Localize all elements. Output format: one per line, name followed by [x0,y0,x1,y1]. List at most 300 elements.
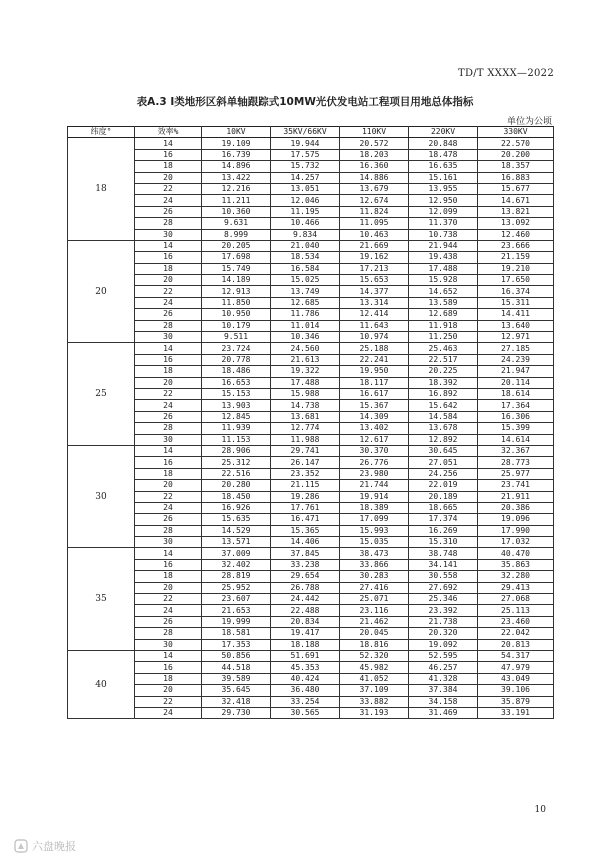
value-cell: 35.879 [478,696,554,707]
value-cell: 20.778 [202,354,271,365]
value-cell: 30.645 [409,445,478,456]
value-cell: 32.418 [202,696,271,707]
value-cell: 30.565 [271,707,340,718]
value-cell: 15.642 [409,400,478,411]
value-cell: 12.674 [340,195,409,206]
value-cell: 15.365 [271,525,340,536]
value-cell: 13.678 [409,423,478,434]
value-cell: 26.147 [271,457,340,468]
value-cell: 22.019 [409,480,478,491]
value-cell: 19.322 [271,366,340,377]
value-cell: 11.370 [409,218,478,229]
value-cell: 36.480 [271,685,340,696]
table-row [68,263,554,274]
value-cell: 20.572 [340,138,409,149]
value-cell: 16.739 [202,149,271,160]
value-cell: 15.311 [478,297,554,308]
efficiency-cell: 18 [135,161,202,172]
efficiency-cell: 20 [135,275,202,286]
value-cell: 51.691 [271,650,340,661]
value-cell: 34.141 [409,559,478,570]
value-cell: 54.317 [478,650,554,661]
value-cell: 11.153 [202,434,271,445]
watermark-logo-icon [14,839,28,853]
value-cell: 28.819 [202,571,271,582]
efficiency-cell: 26 [135,411,202,422]
value-cell: 13.571 [202,537,271,548]
value-cell: 25.071 [340,594,409,605]
efficiency-cell: 18 [135,673,202,684]
value-cell: 14.529 [202,525,271,536]
table-row [68,400,554,411]
value-cell: 38.473 [340,548,409,559]
table-row [68,320,554,331]
table-row [68,388,554,399]
value-cell: 18.392 [409,377,478,388]
value-cell: 20.200 [478,149,554,160]
table-row [68,605,554,616]
value-cell: 33.191 [478,707,554,718]
value-cell: 17.032 [478,537,554,548]
value-cell: 14.189 [202,275,271,286]
value-cell: 18.486 [202,366,271,377]
value-cell: 25.188 [340,343,409,354]
unit-note: 单位为公顷 [506,117,552,127]
table-header-row [68,127,554,138]
value-cell: 13.422 [202,172,271,183]
efficiency-cell: 14 [135,240,202,251]
value-cell: 37.845 [271,548,340,559]
value-cell: 11.824 [340,206,409,217]
document-code: TD/T XXXX—2022 [457,68,554,79]
value-cell: 11.786 [271,309,340,320]
value-cell: 14.411 [478,309,554,320]
table-body [68,138,554,719]
efficiency-cell: 22 [135,594,202,605]
efficiency-cell: 30 [135,434,202,445]
efficiency-cell: 30 [135,639,202,650]
value-cell: 20.114 [478,377,554,388]
value-cell: 19.417 [271,628,340,639]
table-row [68,206,554,217]
value-cell: 46.257 [409,662,478,673]
value-cell: 15.928 [409,275,478,286]
efficiency-cell: 18 [135,263,202,274]
table-row [68,240,554,251]
efficiency-cell: 20 [135,172,202,183]
table-row [68,286,554,297]
table-row [68,514,554,525]
table-row [68,195,554,206]
value-cell: 16.471 [271,514,340,525]
table-row [68,628,554,639]
value-cell: 41.052 [340,673,409,684]
value-cell: 20.386 [478,502,554,513]
value-cell: 13.314 [340,297,409,308]
efficiency-cell: 20 [135,685,202,696]
value-cell: 33.238 [271,559,340,570]
value-cell: 12.913 [202,286,271,297]
table-row [68,673,554,684]
efficiency-cell: 16 [135,662,202,673]
value-cell: 29.654 [271,571,340,582]
value-cell: 52.595 [409,650,478,661]
efficiency-cell: 22 [135,183,202,194]
col-header-latitude: 纬度° [68,127,135,138]
value-cell: 20.189 [409,491,478,502]
table-row [68,525,554,536]
value-cell: 11.195 [271,206,340,217]
efficiency-cell: 20 [135,377,202,388]
efficiency-cell: 24 [135,400,202,411]
value-cell: 17.488 [271,377,340,388]
value-cell: 16.360 [340,161,409,172]
value-cell: 21.944 [409,240,478,251]
table-row [68,502,554,513]
value-cell: 17.488 [409,263,478,274]
value-cell: 20.848 [409,138,478,149]
value-cell: 30.370 [340,445,409,456]
value-cell: 22.042 [478,628,554,639]
value-cell: 12.099 [409,206,478,217]
table-row [68,172,554,183]
value-cell: 18.450 [202,491,271,502]
value-cell: 23.116 [340,605,409,616]
table-row [68,377,554,388]
col-header-330kv: 330KV [478,127,554,138]
table-row [68,434,554,445]
value-cell: 13.749 [271,286,340,297]
value-cell: 29.730 [202,707,271,718]
value-cell: 17.698 [202,252,271,263]
efficiency-cell: 28 [135,218,202,229]
value-cell: 12.046 [271,195,340,206]
value-cell: 15.153 [202,388,271,399]
value-cell: 9.631 [202,218,271,229]
table-row [68,332,554,343]
latitude-cell: 25 [68,343,135,446]
value-cell: 43.049 [478,673,554,684]
table-row [68,616,554,627]
efficiency-cell: 22 [135,491,202,502]
efficiency-cell: 28 [135,320,202,331]
value-cell: 11.211 [202,195,271,206]
value-cell: 19.162 [340,252,409,263]
value-cell: 19.210 [478,263,554,274]
value-cell: 23.724 [202,343,271,354]
value-cell: 18.117 [340,377,409,388]
col-header-10kv: 10KV [202,127,271,138]
value-cell: 13.903 [202,400,271,411]
value-cell: 16.883 [478,172,554,183]
value-cell: 11.095 [340,218,409,229]
value-cell: 14.738 [271,400,340,411]
value-cell: 17.650 [478,275,554,286]
value-cell: 10.466 [271,218,340,229]
value-cell: 15.310 [409,537,478,548]
value-cell: 18.534 [271,252,340,263]
value-cell: 24.239 [478,354,554,365]
value-cell: 20.834 [271,616,340,627]
value-cell: 15.653 [340,275,409,286]
value-cell: 18.478 [409,149,478,160]
table-row [68,548,554,559]
efficiency-cell: 20 [135,582,202,593]
value-cell: 39.589 [202,673,271,684]
efficiency-cell: 18 [135,366,202,377]
value-cell: 17.990 [478,525,554,536]
value-cell: 38.748 [409,548,478,559]
value-cell: 22.241 [340,354,409,365]
table-row [68,161,554,172]
value-cell: 52.320 [340,650,409,661]
value-cell: 21.911 [478,491,554,502]
value-cell: 25.312 [202,457,271,468]
value-cell: 12.950 [409,195,478,206]
efficiency-cell: 16 [135,252,202,263]
value-cell: 15.993 [340,525,409,536]
value-cell: 18.665 [409,502,478,513]
value-cell: 21.462 [340,616,409,627]
value-cell: 21.613 [271,354,340,365]
efficiency-cell: 16 [135,354,202,365]
value-cell: 17.374 [409,514,478,525]
value-cell: 25.977 [478,468,554,479]
value-cell: 29.413 [478,582,554,593]
page-number: 10 [534,805,546,815]
efficiency-cell: 24 [135,707,202,718]
value-cell: 18.357 [478,161,554,172]
value-cell: 41.328 [409,673,478,684]
table-row [68,138,554,149]
value-cell: 24.256 [409,468,478,479]
latitude-cell: 40 [68,650,135,718]
value-cell: 10.179 [202,320,271,331]
value-cell: 9.511 [202,332,271,343]
value-cell: 27.068 [478,594,554,605]
col-header-110kv: 110KV [340,127,409,138]
value-cell: 26.788 [271,582,340,593]
value-cell: 15.161 [409,172,478,183]
value-cell: 20.320 [409,628,478,639]
land-use-index-table [67,126,554,719]
efficiency-cell: 22 [135,388,202,399]
efficiency-cell: 14 [135,548,202,559]
table-row [68,218,554,229]
value-cell: 17.364 [478,400,554,411]
value-cell: 23.460 [478,616,554,627]
value-cell: 16.635 [409,161,478,172]
efficiency-cell: 20 [135,480,202,491]
value-cell: 30.558 [409,571,478,582]
value-cell: 23.352 [271,468,340,479]
value-cell: 15.035 [340,537,409,548]
value-cell: 14.406 [271,537,340,548]
table-row [68,275,554,286]
value-cell: 15.988 [271,388,340,399]
value-cell: 35.863 [478,559,554,570]
value-cell: 13.589 [409,297,478,308]
value-cell: 50.856 [202,650,271,661]
efficiency-cell: 28 [135,628,202,639]
efficiency-cell: 26 [135,514,202,525]
value-cell: 10.974 [340,332,409,343]
value-cell: 37.009 [202,548,271,559]
value-cell: 35.645 [202,685,271,696]
table-row [68,457,554,468]
value-cell: 29.741 [271,445,340,456]
value-cell: 13.092 [478,218,554,229]
value-cell: 37.109 [340,685,409,696]
value-cell: 23.741 [478,480,554,491]
value-cell: 15.732 [271,161,340,172]
value-cell: 10.950 [202,309,271,320]
table-row [68,480,554,491]
efficiency-cell: 14 [135,445,202,456]
value-cell: 16.269 [409,525,478,536]
efficiency-cell: 28 [135,525,202,536]
efficiency-cell: 28 [135,423,202,434]
value-cell: 21.115 [271,480,340,491]
value-cell: 13.821 [478,206,554,217]
value-cell: 21.159 [478,252,554,263]
table-row [68,297,554,308]
value-cell: 16.926 [202,502,271,513]
value-cell: 23.980 [340,468,409,479]
value-cell: 10.463 [340,229,409,240]
table-row [68,639,554,650]
efficiency-cell: 22 [135,696,202,707]
value-cell: 13.402 [340,423,409,434]
value-cell: 14.614 [478,434,554,445]
value-cell: 8.999 [202,229,271,240]
efficiency-cell: 22 [135,286,202,297]
value-cell: 34.158 [409,696,478,707]
value-cell: 21.653 [202,605,271,616]
value-cell: 19.999 [202,616,271,627]
value-cell: 10.738 [409,229,478,240]
value-cell: 44.518 [202,662,271,673]
value-cell: 19.950 [340,366,409,377]
table-row [68,491,554,502]
value-cell: 11.850 [202,297,271,308]
efficiency-cell: 18 [135,468,202,479]
value-cell: 21.040 [271,240,340,251]
value-cell: 15.025 [271,275,340,286]
table-row [68,183,554,194]
value-cell: 18.581 [202,628,271,639]
value-cell: 12.414 [340,309,409,320]
table-row [68,582,554,593]
value-cell: 18.188 [271,639,340,650]
value-cell: 20.225 [409,366,478,377]
col-header-220kv: 220KV [409,127,478,138]
value-cell: 22.517 [409,354,478,365]
value-cell: 14.671 [478,195,554,206]
value-cell: 16.584 [271,263,340,274]
value-cell: 23.392 [409,605,478,616]
value-cell: 21.669 [340,240,409,251]
value-cell: 21.738 [409,616,478,627]
table-row [68,354,554,365]
value-cell: 18.816 [340,639,409,650]
table-row [68,696,554,707]
value-cell: 25.113 [478,605,554,616]
value-cell: 25.463 [409,343,478,354]
value-cell: 27.185 [478,343,554,354]
table-row [68,650,554,661]
value-cell: 11.014 [271,320,340,331]
efficiency-cell: 16 [135,457,202,468]
value-cell: 15.677 [478,183,554,194]
latitude-cell: 35 [68,548,135,651]
value-cell: 10.346 [271,332,340,343]
table-row [68,571,554,582]
value-cell: 13.681 [271,411,340,422]
latitude-cell: 18 [68,138,135,241]
value-cell: 16.306 [478,411,554,422]
value-cell: 31.469 [409,707,478,718]
value-cell: 19.438 [409,252,478,263]
value-cell: 14.309 [340,411,409,422]
value-cell: 19.092 [409,639,478,650]
value-cell: 24.560 [271,343,340,354]
value-cell: 27.051 [409,457,478,468]
value-cell: 28.906 [202,445,271,456]
value-cell: 32.280 [478,571,554,582]
value-cell: 17.761 [271,502,340,513]
value-cell: 17.575 [271,149,340,160]
value-cell: 9.834 [271,229,340,240]
value-cell: 45.353 [271,662,340,673]
value-cell: 20.045 [340,628,409,639]
efficiency-cell: 14 [135,343,202,354]
value-cell: 20.813 [478,639,554,650]
value-cell: 15.367 [340,400,409,411]
value-cell: 26.776 [340,457,409,468]
value-cell: 37.384 [409,685,478,696]
value-cell: 12.845 [202,411,271,422]
value-cell: 27.692 [409,582,478,593]
table-row [68,343,554,354]
efficiency-cell: 24 [135,297,202,308]
watermark-text: 六盘晚报 [32,840,76,853]
value-cell: 14.896 [202,161,271,172]
value-cell: 33.254 [271,696,340,707]
value-cell: 45.982 [340,662,409,673]
value-cell: 14.584 [409,411,478,422]
value-cell: 33.882 [340,696,409,707]
value-cell: 13.679 [340,183,409,194]
value-cell: 12.617 [340,434,409,445]
value-cell: 14.377 [340,286,409,297]
value-cell: 21.744 [340,480,409,491]
value-cell: 23.607 [202,594,271,605]
efficiency-cell: 30 [135,332,202,343]
value-cell: 18.614 [478,388,554,399]
efficiency-cell: 30 [135,537,202,548]
efficiency-cell: 24 [135,195,202,206]
value-cell: 11.939 [202,423,271,434]
value-cell: 10.360 [202,206,271,217]
latitude-cell: 30 [68,445,135,548]
value-cell: 12.774 [271,423,340,434]
value-cell: 11.250 [409,332,478,343]
value-cell: 39.106 [478,685,554,696]
value-cell: 14.257 [271,172,340,183]
value-cell: 17.213 [340,263,409,274]
value-cell: 31.193 [340,707,409,718]
